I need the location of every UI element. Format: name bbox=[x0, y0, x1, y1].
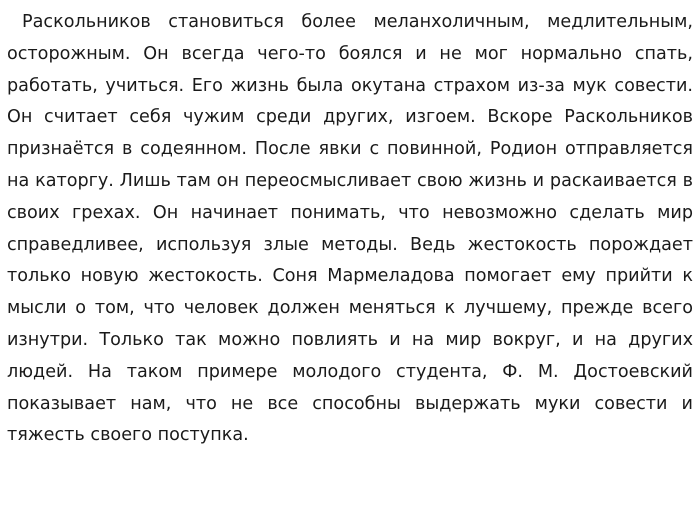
document-page bbox=[7, 7, 693, 452]
body-paragraph: Раскольников становиться более меланхоличным, медлительным, осторожным. Он всегда чего-то боялся и не мог нормально спать, работать, учиться. Его жизнь была окутана страхом из-за мук совести. Он считает себя чужим среди других, изгоем. Вскоре Раскольников признаётся в содеянном. После явки с повинной, Родион отправляется на каторгу. Лишь там он переосмысливает свою жизнь и раскаивается в своих грехах. Он начинает понимать, что невозможно сделать мир справедливее, используя злые методы. Ведь жестокость порождает только новую жестокость. Соня Мармеладова помогает ему прийти к мысли о том, что человек должен меняться к лучшему, прежде всего изнутри. Только так можно повлиять и на мир вокруг, и на других людей. На таком примере молодого студента, Ф. М. Достоевский показывает нам, что не все способны выдержать муки совести и тяжесть своего поступка. bbox=[7, 12, 693, 446]
